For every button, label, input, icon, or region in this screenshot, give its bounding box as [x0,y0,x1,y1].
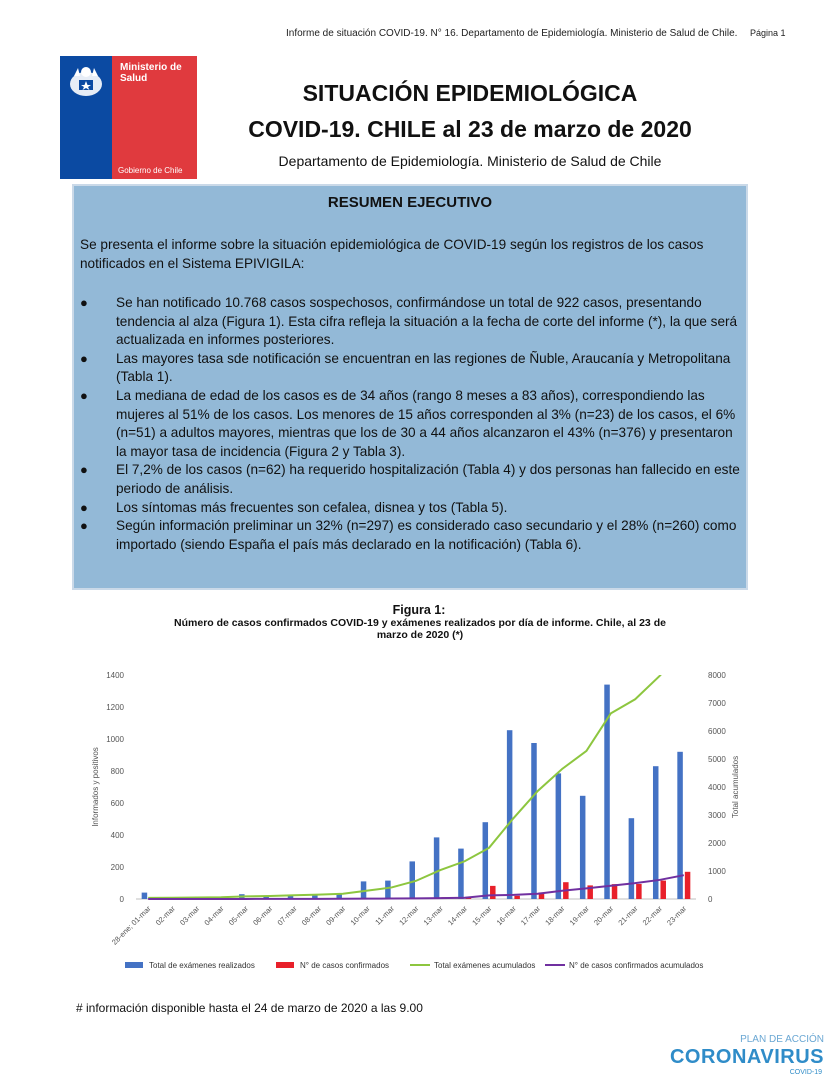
y-tick-label: 400 [110,831,124,840]
bar-confirmados [514,896,520,899]
bar-examenes [410,861,416,899]
covid-chart [80,660,750,980]
y2-tick-label: 8000 [708,671,726,680]
report-title-line2: COVID-19. CHILE al 23 de marzo de 2020 [248,116,692,142]
x-tick-label: 12-mar [397,904,421,928]
bar-examenes [653,766,659,899]
y2-tick-label: 7000 [708,699,726,708]
x-tick-label: 08-mar [299,904,324,928]
summary-bullet: ● Las mayores tasa sde notificación se encuentran en las regiones de Ñuble, Araucanía y Metropolitana (Tabla 1). [80,350,731,385]
plan-accion-logo: PLAN DE ACCIÓN CORONAVIRUS COVID-19 [669,1034,824,1076]
y2-tick-label: 5000 [708,755,726,764]
y2-tick-label: 2000 [708,839,726,848]
y2-tick-label: 4000 [708,783,726,792]
bar-examenes [629,818,635,899]
bar-confirmados [490,886,496,899]
line-examenes-acumulados [148,660,684,898]
y-tick-label: 600 [110,799,124,808]
executive-summary-box [72,184,748,590]
x-tick-label: 16-mar [494,904,518,928]
legend-label: N° de casos confirmados acumulados [569,961,704,970]
legend-swatch [276,962,294,968]
government-name: Gobierno de Chile [118,166,183,175]
summary-bullet: ● El 7,2% de los casos (n=62) ha requerido hospitalización (Tabla 4) y dos personas han fallecido en este periodo de análisis. [80,462,740,496]
page-number: Página 1 [750,28,786,38]
summary-title: RESUMEN EJECUTIVO [327,194,493,211]
coat-of-arms-icon [65,62,107,102]
bar-examenes [556,773,562,899]
y2-tick-label: 0 [708,895,713,904]
x-tick-label: 18-mar [543,904,567,928]
y-axis-title: Informados y positivos [91,747,100,827]
figure-subtitle: Número de casos confirmados COVID-19 y exámenes realizados por día de informe. Chile, al 23 de marzo de 2020 (*) [174,617,666,641]
bar-examenes [507,730,513,899]
bar-examenes [434,837,440,899]
x-tick-label: 17-mar [518,904,543,928]
x-tick-label: 10-mar [348,904,372,928]
y-tick-label: 800 [110,767,124,776]
x-tick-label: 14-mar [445,904,470,928]
x-tick-label: 21-mar [616,904,640,928]
bar-confirmados [636,884,642,899]
chart-svg [80,660,750,980]
x-tick-label: 15-mar [470,904,494,928]
report-subtitle: Departamento de Epidemiología. Ministerio de Salud de Chile [278,153,662,169]
summary-bullet: ● Según información preliminar un 32% (n=297) es considerado caso secundario y el 28% (n=260) como importado (siendo España el país más declarado en la notificación) (Tabla 6). [80,518,737,552]
x-tick-label: 02-mar [153,904,177,928]
x-tick-label: 05-mar [226,904,250,928]
x-tick-label: 23-mar [665,904,689,928]
y2-tick-label: 1000 [708,867,726,876]
y-tick-label: 1200 [106,703,124,712]
bar-examenes [385,881,391,899]
summary-bullet: ● La mediana de edad de los casos es de 34 años (rango 8 meses a 83 años), correspondiendo las mujeres al 51% de los casos. Los menores de 15 años corresponden al 3% (n=23) de los casos, el 6% (n=51) a adultos mayores, mientras que los de 30 a 44 años alcanzaron el 43% (n=376) y presentaron la mayor tasa de incidencia (Figura 2 y Tabla 3). [80,387,736,459]
line-confirmados-acumulados [148,875,684,899]
x-tick-label: 28-ene; 01-mar [109,904,153,947]
y-tick-label: 200 [110,863,124,872]
x-tick-label: 20-mar [592,904,616,928]
x-tick-label: 11-mar [373,904,397,927]
summary-bullet: ● Se han notificado 10.768 casos sospechosos, confirmándose un total de 922 casos, presentando tendencia al alza (Figura 1). Esta cifra refleja la situación a la fecha de corte del informe (*), la que será actualizada en informes posteriores. [80,295,738,348]
y-tick-label: 1000 [106,735,124,744]
bar-confirmados [660,881,666,899]
summary-intro: Se presenta el informe sobre la situación epidemiológica de COVID-19 según los registros de los casos notificados en el Sistema EPIVIGILA: [80,237,704,271]
bar-examenes [580,796,586,899]
figure-title: Figura 1: [392,603,446,617]
bar-examenes [483,822,489,899]
x-tick-label: 13-mar [421,904,445,928]
x-tick-label: 19-mar [567,904,591,928]
bar-confirmados [685,872,691,899]
report-title-line1: SITUACIÓN EPIDEMIOLÓGICA [302,80,638,106]
y2-tick-label: 3000 [708,811,726,820]
ministry-name: Ministerio de Salud [120,62,182,84]
footnote: # información disponible hasta el 24 de marzo de 2020 a las 9.00 [76,1001,423,1015]
x-tick-label: 04-mar [202,904,226,928]
y-tick-label: 0 [119,895,124,904]
legend-label: N° de casos confirmados [300,961,390,970]
x-tick-label: 06-mar [251,904,275,928]
x-tick-label: 22-mar [640,904,664,928]
y-tick-label: 1400 [106,671,124,680]
report-header: Informe de situación COVID-19. N° 16. Departamento de Epidemiología. Ministerio de Salud de Chile. [286,28,738,39]
x-tick-label: 07-mar [275,904,299,928]
bar-examenes [142,893,148,899]
x-tick-label: 09-mar [324,904,348,928]
y2-tick-label: 6000 [708,727,726,736]
x-tick-label: 03-mar [178,904,202,928]
bar-examenes [531,743,537,899]
bar-examenes [458,849,464,899]
legend-label: Total de exámenes realizados [149,961,255,970]
summary-bullets [74,294,746,554]
legend-swatch [125,962,143,968]
legend-label: Total exámenes acumulados [434,961,536,970]
ministry-logo [60,56,197,179]
summary-bullet: ● Los síntomas más frecuentes son cefalea, disnea y tos (Tabla 5). [80,499,508,515]
y2-axis-title: Total acumulados [731,755,740,819]
